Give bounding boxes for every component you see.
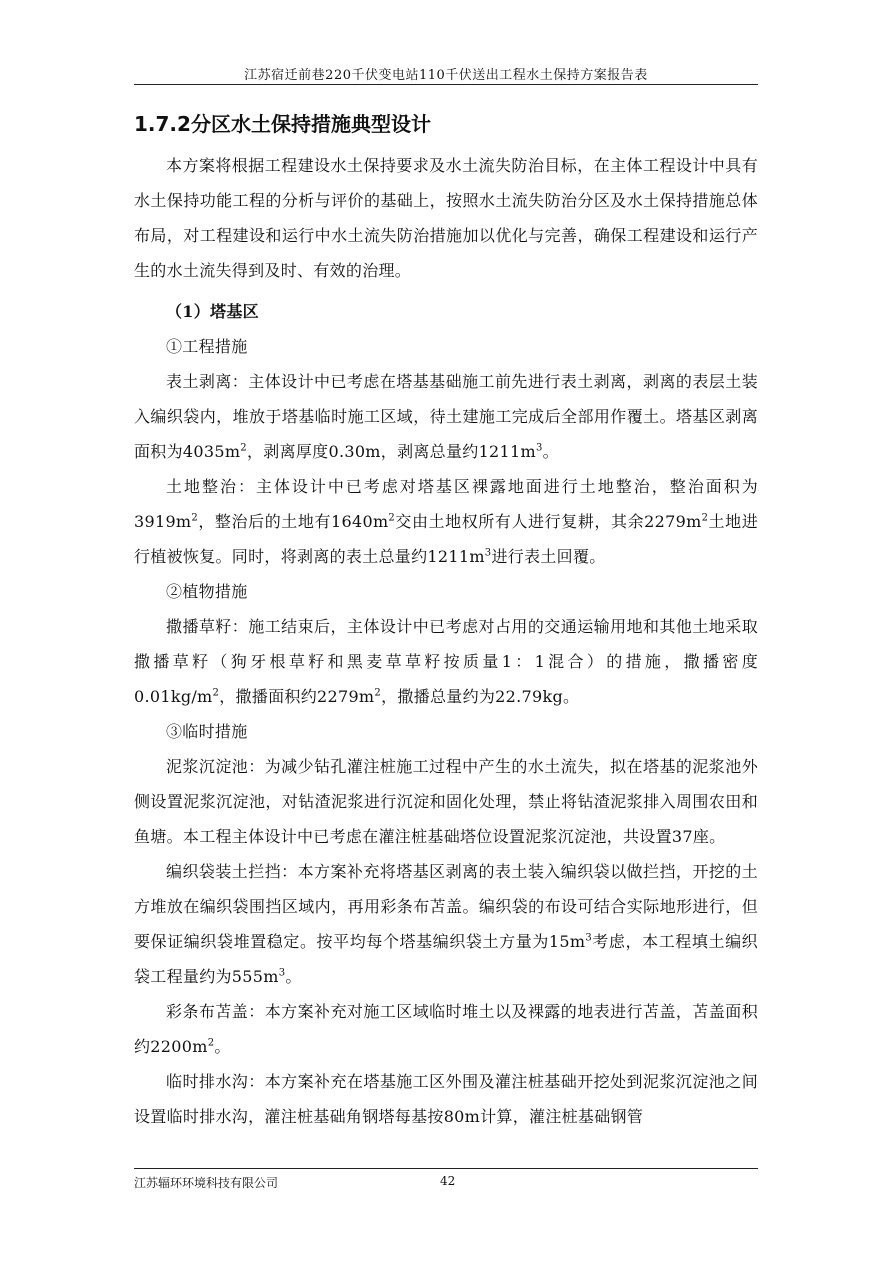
footer-divider (134, 1168, 758, 1169)
section-title: 1.7.2分区水土保持措施典型设计 (134, 112, 431, 136)
engineering-measures-title: ①工程措施 (166, 337, 248, 356)
mud-pond-paragraph: 泥浆沉淀池：为减少钻孔灌注桩施工过程中产生的水土流失，拟在塔基的泥浆池外侧设置泥浆沉淀池，对钻渣泥浆进行沉淀和固化处理，禁止将钻渣泥浆排入周围农田和鱼塘。本工程主体设计中已考虑在灌注桩基础塔位设置泥浆沉淀池，共设置37座。 (134, 757, 758, 846)
tower-zone-title: （1）塔基区 (166, 302, 259, 321)
plant-measures-title: ②植物措施 (166, 582, 248, 601)
land-leveling-paragraph: 土地整治：主体设计中已考虑对塔基区裸露地面进行土地整治，整治面积为$3919m^2$，整治后的土地有$1640m^2$交由土地权所有人进行复耕，其余$2279m^2$土地进行植被恢复。同时，将剥离的表土总量约$1211m^3$进行表土回覆。 (134, 477, 758, 566)
page-content (134, 104, 758, 1134)
topsoil-stripping-paragraph: 表土剥离：主体设计中已考虑在塔基基础施工前先进行表土剥离，剥离的表层土装入编织袋内，堆放于塔基临时施工区域，待土建施工完成后全部用作覆土。塔基区剥离面积为$4035m^2$，剥离厚度0.30m，剥离总量约$1211m^3$。 (134, 372, 758, 461)
tarp-cover-paragraph: 彩条布苫盖：本方案补充对施工区域临时堆土以及裸露的地表进行苫盖，苫盖面积约$2200m^2$。 (134, 1002, 758, 1056)
intro-paragraph: 本方案将根据工程建设水土保持要求及水土流失防治目标，在主体工程设计中具有水土保持功能工程的分析与评价的基础上，按照水土流失防治分区及水土保持措施总体布局，对工程建设和运行中水土流失防治措施加以优化与完善，确保工程建设和运行产生的水土流失得到及时、有效的治理。 (134, 156, 758, 280)
page-header: 江苏宿迁前巷220千伏变电站110千伏送出工程水土保持方案报告表 (244, 68, 648, 83)
page-number: 42 (440, 1174, 456, 1188)
header-divider (134, 84, 758, 85)
temporary-measures-title: ③临时措施 (166, 722, 248, 741)
footer-company: 江苏辐环环境科技有限公司 (134, 1176, 279, 1190)
grass-seeding-paragraph: 撒播草籽：施工结束后，主体设计中已考虑对占用的交通运输用地和其他土地采取撒播草籽（狗牙根草籽和黑麦草草籽按质量1：1混合）的措施，撒播密度$0.01kg/m^2$，撒播面积约$2279m^2$，撒播总量约为22.79kg。 (134, 617, 758, 706)
drainage-ditch-paragraph: 临时排水沟：本方案补充在塔基施工区外围及灌注桩基础开挖处到泥浆沉淀池之间设置临时排水沟，灌注桩基础角钢塔每基按80m计算，灌注桩基础钢管 (134, 1072, 758, 1126)
soil-bag-paragraph: 编织袋装土拦挡：本方案补充将塔基区剥离的表土装入编织袋以做拦挡，开挖的土方堆放在编织袋围挡区域内，再用彩条布苫盖。编织袋的布设可结合实际地形进行，但要保证编织袋堆置稳定。按平均每个塔基编织袋土方量为$15m^3$考虑，本工程填土编织袋工程量约为$555m^3$。 (134, 862, 758, 986)
